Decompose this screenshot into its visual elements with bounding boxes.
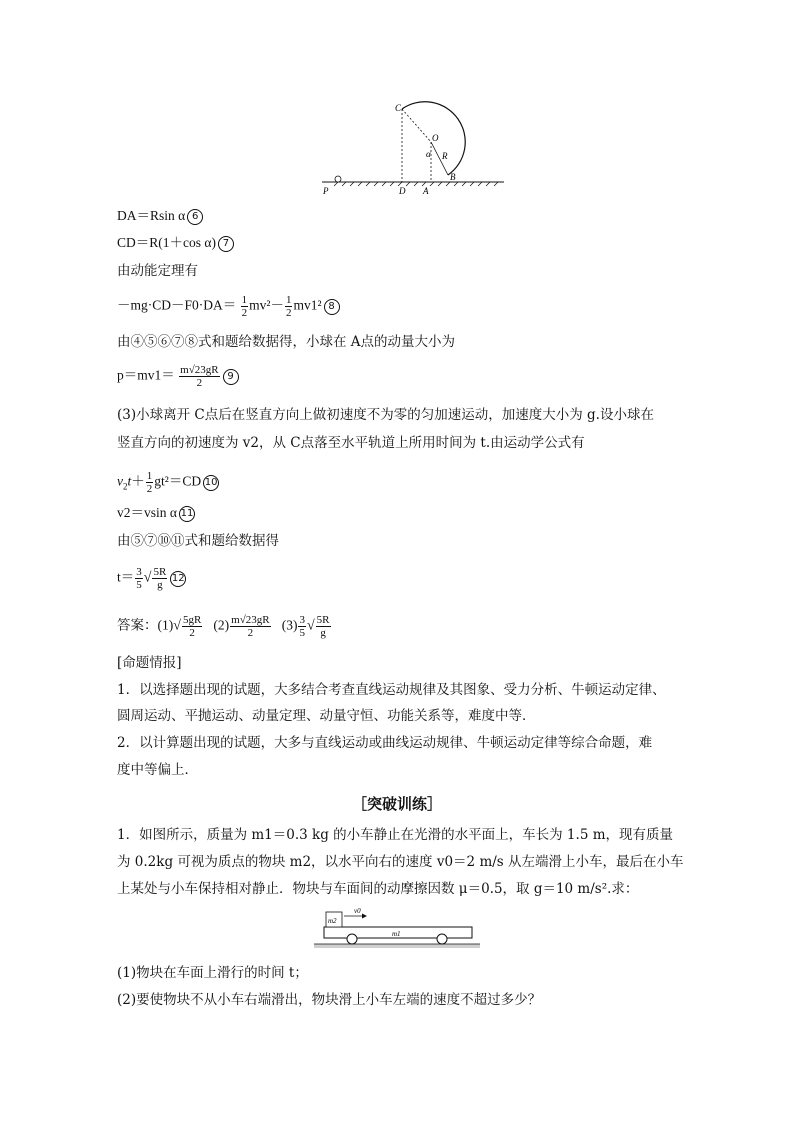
label-v0: v0 [354,907,361,915]
numerator: 1 [241,294,248,306]
circled-12: 12 [170,571,186,587]
circular-track-figure [318,97,508,197]
mv-squared: mv² [249,297,271,313]
circled-6: 6 [187,209,203,225]
mingti-item2-line2: 度中等偏上． [117,762,198,778]
numerator: m√23gR [231,614,270,626]
t-left: t＝ [117,569,135,585]
circled-8: 8 [324,299,340,315]
numerator: 5R [153,566,167,578]
question-2: (2)要使物块不从小车右端滑出，物块滑上小车左端的速度不超过多少？ [117,992,542,1008]
problem1-line3: 上某处与小车保持相对静止．物块与车面间的动摩擦因数 μ＝0.5，取 g＝10 m/s².求： [117,881,639,897]
numerator: 1 [146,470,153,482]
fraction-half-2 [285,294,293,319]
cd-text: CD＝R(1＋cos α) [117,235,216,250]
mingti-title: [命题情报] [117,655,182,671]
answer-label: 答案：(1) [117,617,174,633]
numerator: 5R [316,614,330,626]
denominator: g [320,627,326,639]
answer2-label: (2) [213,617,230,633]
denominator: 2 [196,377,203,389]
mingti-item1-line2: 圆周运动、平抛运动、动量定理、动量守恒、功能关系等，难度中等． [117,708,536,724]
label-a: A [423,186,429,196]
question-1: (1)物块在车面上滑行的时间 t； [117,965,308,981]
numerator: 1 [285,294,292,306]
denominator: 5 [299,627,305,639]
fraction-momentum [179,364,219,389]
equation-cd [117,234,234,252]
denominator: 5 [136,579,142,591]
fraction-5r-g [152,566,167,591]
label-c: C [395,103,402,113]
label-p: P [323,186,329,196]
denominator: 2 [241,307,248,319]
denominator: 2 [247,627,254,639]
equation-kinematics: $v_2t+$ $\frac{1}{2}$ gt²＝CD 10 [117,470,218,495]
answer3-fraction [316,614,331,639]
answer3-coef [298,614,306,639]
label-alpha: α [426,149,431,159]
fraction-3-5 [135,566,143,591]
equation-time: t＝ $\frac{3}{5}$ √ $\frac{5R}{g}$ 12 [117,566,185,591]
equation-da [117,207,203,225]
theorem-intro: 由动能定理有 [117,263,198,279]
denominator: 2 [146,483,153,495]
refs2-line: 由⑤⑦⑩⑪式和题给数据得 [117,533,279,549]
fraction-half-3 [146,470,154,495]
fraction-half-1 [241,294,249,319]
numerator: 5gR [182,614,202,626]
denominator: 2 [189,627,195,639]
answer2-fraction [230,614,270,639]
part3-line1: (3)小球离开 C点后在竖直方向上做初速度不为零的匀加速运动，加速度大小为 g.设小球在 [117,407,654,423]
label-d: D [399,186,406,196]
denominator: 2 [285,307,292,319]
numerator: 3 [136,566,142,578]
mingti-item2-line1: 2．以计算题出现的试题，大多与直线运动或曲线运动规律、牛顿运动定律等综合命题，难 [117,735,653,751]
label-o: O [432,133,439,143]
answer-line: 答案：(1)√ $\frac{5gR}{2}$ (2) $\frac{m√23gR}{2}$ (3) $\frac{3}{5}$ √ $\frac{5R}{g}$ [117,614,330,639]
answer1-fraction [182,614,202,639]
numerator: m√23gR [180,364,219,376]
equation-energy: －mg·CD－F0·DA＝ $\frac{1}{2}$ mv²－ $\frac{1}{2}$ mv1² 8 [117,294,340,319]
mingti-item1-line1: 1．以选择题出现的试题，大多结合考查直线运动规律及其图象、受力分析、牛顿运动定律、 [117,682,666,698]
section-title: ［突破训练］ [351,795,442,813]
circled-9: 9 [223,369,239,385]
problem1-line2: 为 0.2kg 可视为质点的物块 m2，以水平向右的速度 v0＝2 m/s 从左端滑上小车，最后在小车 [117,854,684,870]
part3-line2: 竖直方向的初速度为 v2，从 C点落至水平轨道上所用时间为 t.由运动学公式有 [117,435,585,451]
circled-7: 7 [218,236,234,252]
label-m1: m1 [392,930,401,938]
cart-figure [314,902,480,950]
kin-right: gt²＝CD [154,473,202,489]
problem1-line1: 1．如图所示，质量为 m1＝0.3 kg 的小车静止在光滑的水平面上，车长为 1.5 m，现有质量 [117,827,673,843]
v2-text: v2＝vsin α [117,505,177,520]
denominator: g [157,579,163,591]
numerator: 3 [299,614,305,626]
label-r: R [442,151,448,161]
circled-11: 11 [179,506,195,522]
label-m2: m2 [328,917,337,925]
energy-left: －mg·CD－F0·DA＝ [117,297,237,313]
mv1-squared: mv1² [293,297,322,313]
equation-v2 [117,504,195,522]
answer3-label: (3) [281,617,298,633]
label-b: B [450,172,456,182]
circled-10: 10 [203,475,219,491]
da-text: DA＝Rsin α [117,208,186,223]
equation-momentum [117,364,239,389]
p-left: p＝mv1＝ [117,367,175,383]
refs-line: 由④⑤⑥⑦⑧式和题给数据得，小球在 A点的动量大小为 [117,334,456,350]
